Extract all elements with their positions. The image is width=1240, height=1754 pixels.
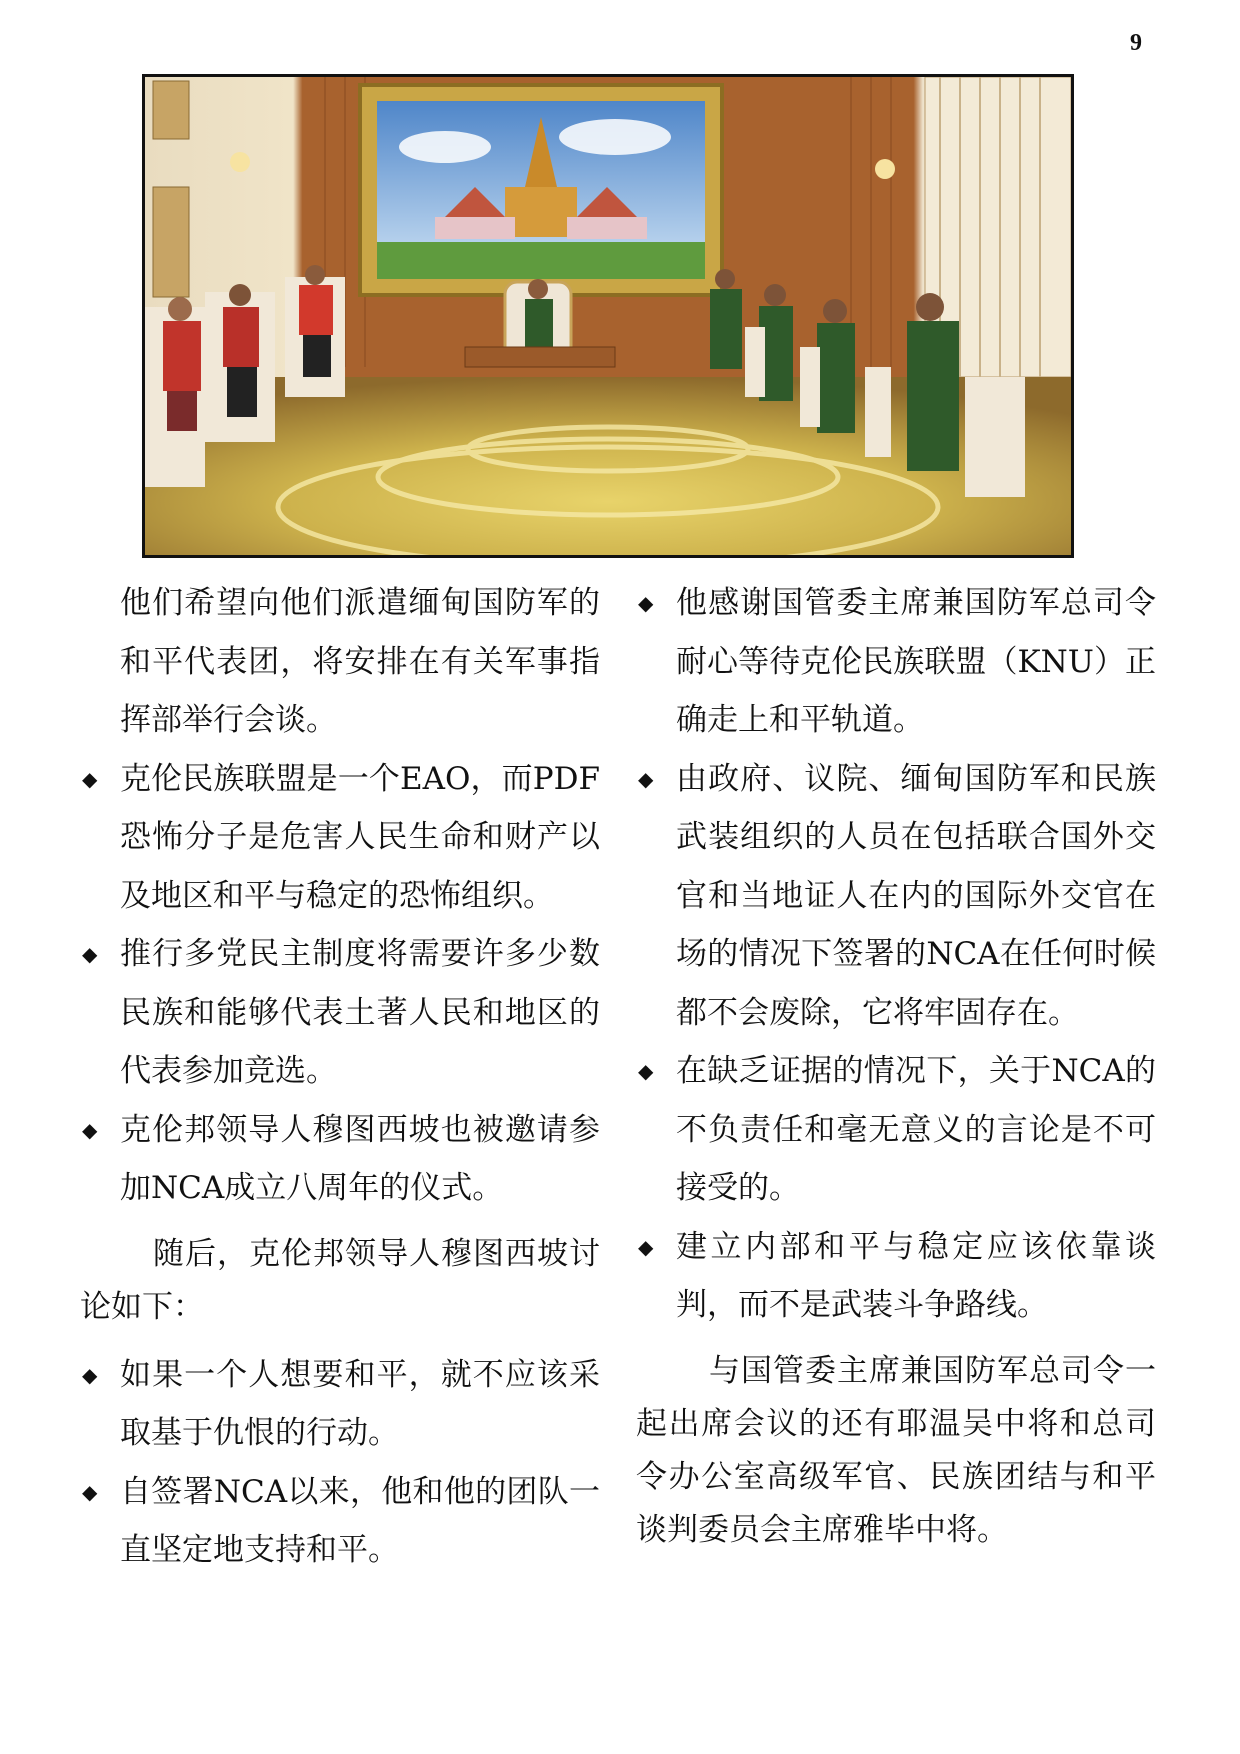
continuation-text: 他们希望向他们派遣缅甸国防军的和平代表团，将安排在有关军事指挥部举行会谈。 (120, 585, 600, 738)
meeting-photo (142, 74, 1074, 558)
bullet-icon: ◆ (82, 1479, 98, 1504)
list-item: ◆ 由政府、议院、缅甸国防军和民族武装组织的人员在包括联合国外交官和当地证人在内的国际外交官在场的情况下签署的NCA在任何时候都不会废除，它将牢固存在。 (636, 750, 1156, 1043)
bullet-list-right (636, 574, 1156, 1335)
list-item: ◆ 克伦邦领导人穆图西坡也被邀请参加NCA成立八周年的仪式。 (80, 1101, 600, 1218)
list-item: ◆ 自签署NCA以来，他和他的团队一直坚定地支持和平。 (80, 1463, 600, 1580)
page-number: 9 (1130, 30, 1142, 56)
bullet-icon: ◆ (82, 1362, 98, 1387)
bullet-list-b (80, 1346, 600, 1580)
list-item: ◆ 克伦民族联盟是一个EAO，而PDF恐怖分子是危害人民生命和财产以及地区和平与稳定的恐怖组织。 (80, 750, 600, 926)
right-column (636, 574, 1156, 1569)
bullet-icon: ◆ (638, 591, 654, 615)
left-column (80, 574, 600, 1580)
list-item: ◆ 他感谢国管委主席兼国防军总司令耐心等待克伦民族联盟（KNU）正确走上和平轨道。 (636, 574, 1156, 750)
paragraph: 与国管委主席兼国防军总司令一起出席会议的还有耶温吴中将和总司令办公室高级军官、民族团结与和平谈判委员会主席雅毕中将。 (636, 1352, 1156, 1548)
list-item: ◆ 推行多党民主制度将需要许多少数民族和能够代表土著人民和地区的代表参加竞选。 (80, 925, 600, 1101)
bullet-icon: ◆ (82, 942, 98, 966)
bullet-icon: ◆ (638, 1059, 654, 1083)
bullet-icon: ◆ (82, 766, 98, 791)
bullet-icon: ◆ (638, 1234, 654, 1259)
list-item: ◆ 如果一个人想要和平，就不应该采取基于仇恨的行动。 (80, 1346, 600, 1463)
paragraph: 随后，克伦邦领导人穆图西坡讨论如下： (80, 1235, 600, 1325)
bullet-icon: ◆ (638, 766, 654, 791)
list-item: ◆ 在缺乏证据的情况下，关于NCA的不负责任和毫无意义的言论是不可接受的。 (636, 1042, 1156, 1218)
meeting-photo-illustration (145, 77, 1071, 555)
bullet-list-a (80, 750, 600, 1218)
bullet-icon: ◆ (82, 1117, 98, 1142)
list-item: ◆ 建立内部和平与稳定应该依靠谈判，而不是武装斗争路线。 (636, 1218, 1156, 1335)
